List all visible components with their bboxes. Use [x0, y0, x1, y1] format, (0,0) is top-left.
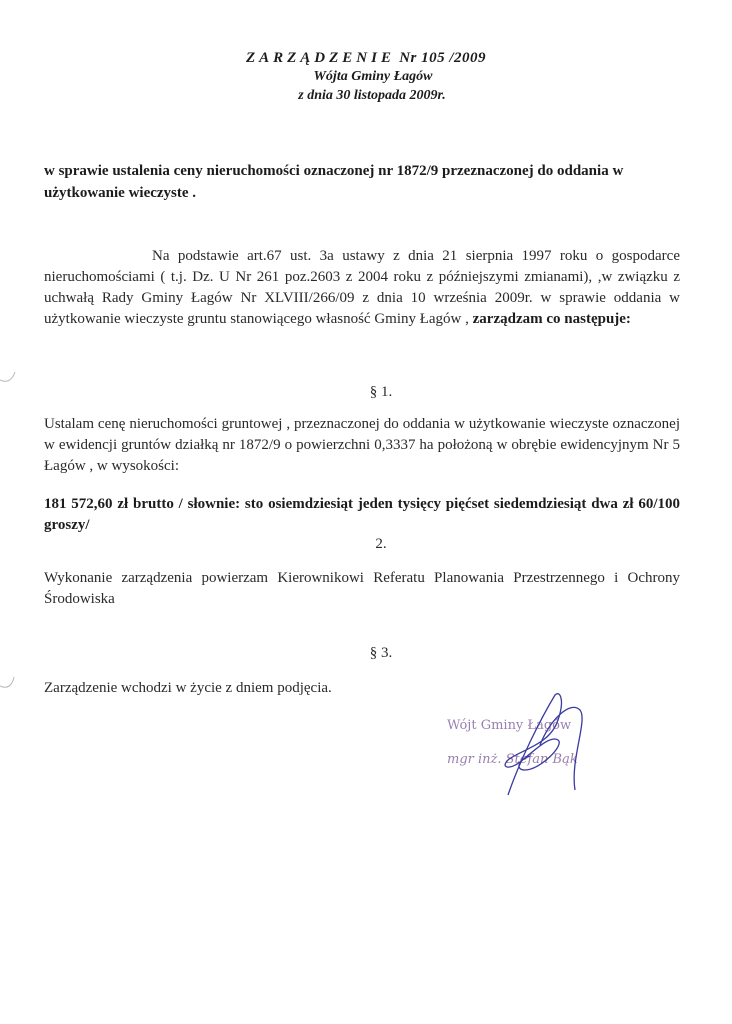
stamp-title: Wójt Gminy Łagów	[447, 718, 572, 733]
section-3-text: Zarządzenie wchodzi w życie z dniem podjęcia.	[44, 680, 332, 696]
section-3-heading: § 3.	[369, 645, 393, 661]
issue-date: z dnia 30 listopada 2009r.	[298, 88, 446, 103]
handwritten-signature	[480, 690, 600, 800]
section-2-heading: 2.	[375, 536, 387, 552]
subject: w sprawie ustalenia ceny nieruchomości oznaczonej nr 1872/9 przeznaczonej do oddania w użytkowanie wieczyste .	[44, 163, 624, 201]
section-1-text: Ustalam cenę nieruchomości gruntowej , przeznaczonej do oddania w użytkowanie wieczyste oznaczonej w ewidencji gruntów działką nr 1872/9 o powierzchni 0,3337 ha położoną w obrębie ewidencyjnym Nr 5 Łagów , w wysokości:	[44, 416, 680, 474]
signature-stroke-1	[505, 694, 561, 795]
signature-stroke-2	[540, 707, 582, 790]
legal-basis	[44, 246, 680, 330]
title-number: Nr 105 /2009	[399, 50, 487, 66]
legal-basis-decision: zarządzam co następuje:	[472, 311, 631, 327]
stamp-name: mgr inż. Stefan Bąk	[447, 752, 578, 767]
section-2-text: Wykonanie zarządzenia powierzam Kierownikowi Referatu Planowania Przestrzennego i Ochrony Środowiska	[44, 570, 680, 607]
issuer: Wójta Gminy Łagów	[313, 69, 433, 84]
title-word: ZARZĄDZENIE	[245, 50, 395, 66]
punch-hole-mark	[0, 676, 18, 690]
price-amount: 181 572,60 zł brutto / słownie: sto osiemdziesiąt jeden tysięcy pięćset siedemdziesiąt dwa zł 60/100 groszy/	[44, 496, 680, 533]
document-title	[0, 50, 732, 67]
legal-basis-text: Na podstawie art.67 ust. 3a ustawy z dnia 21 sierpnia 1997 roku o gospodarce nieruchomościami ( t.j. Dz. U Nr 261 poz.2603 z 2004 roku z późniejszymi zmianami), ,w związku z uchwałą Rady Gminy Łagów Nr XLVIII/266/09 z dnia 10 września 2009r. w sprawie oddania w użytkowanie wieczyste gruntu stanowiącego własność Gminy Łagów ,	[44, 248, 680, 327]
punch-hole-mark	[0, 370, 18, 384]
section-1-heading: § 1.	[369, 384, 393, 400]
